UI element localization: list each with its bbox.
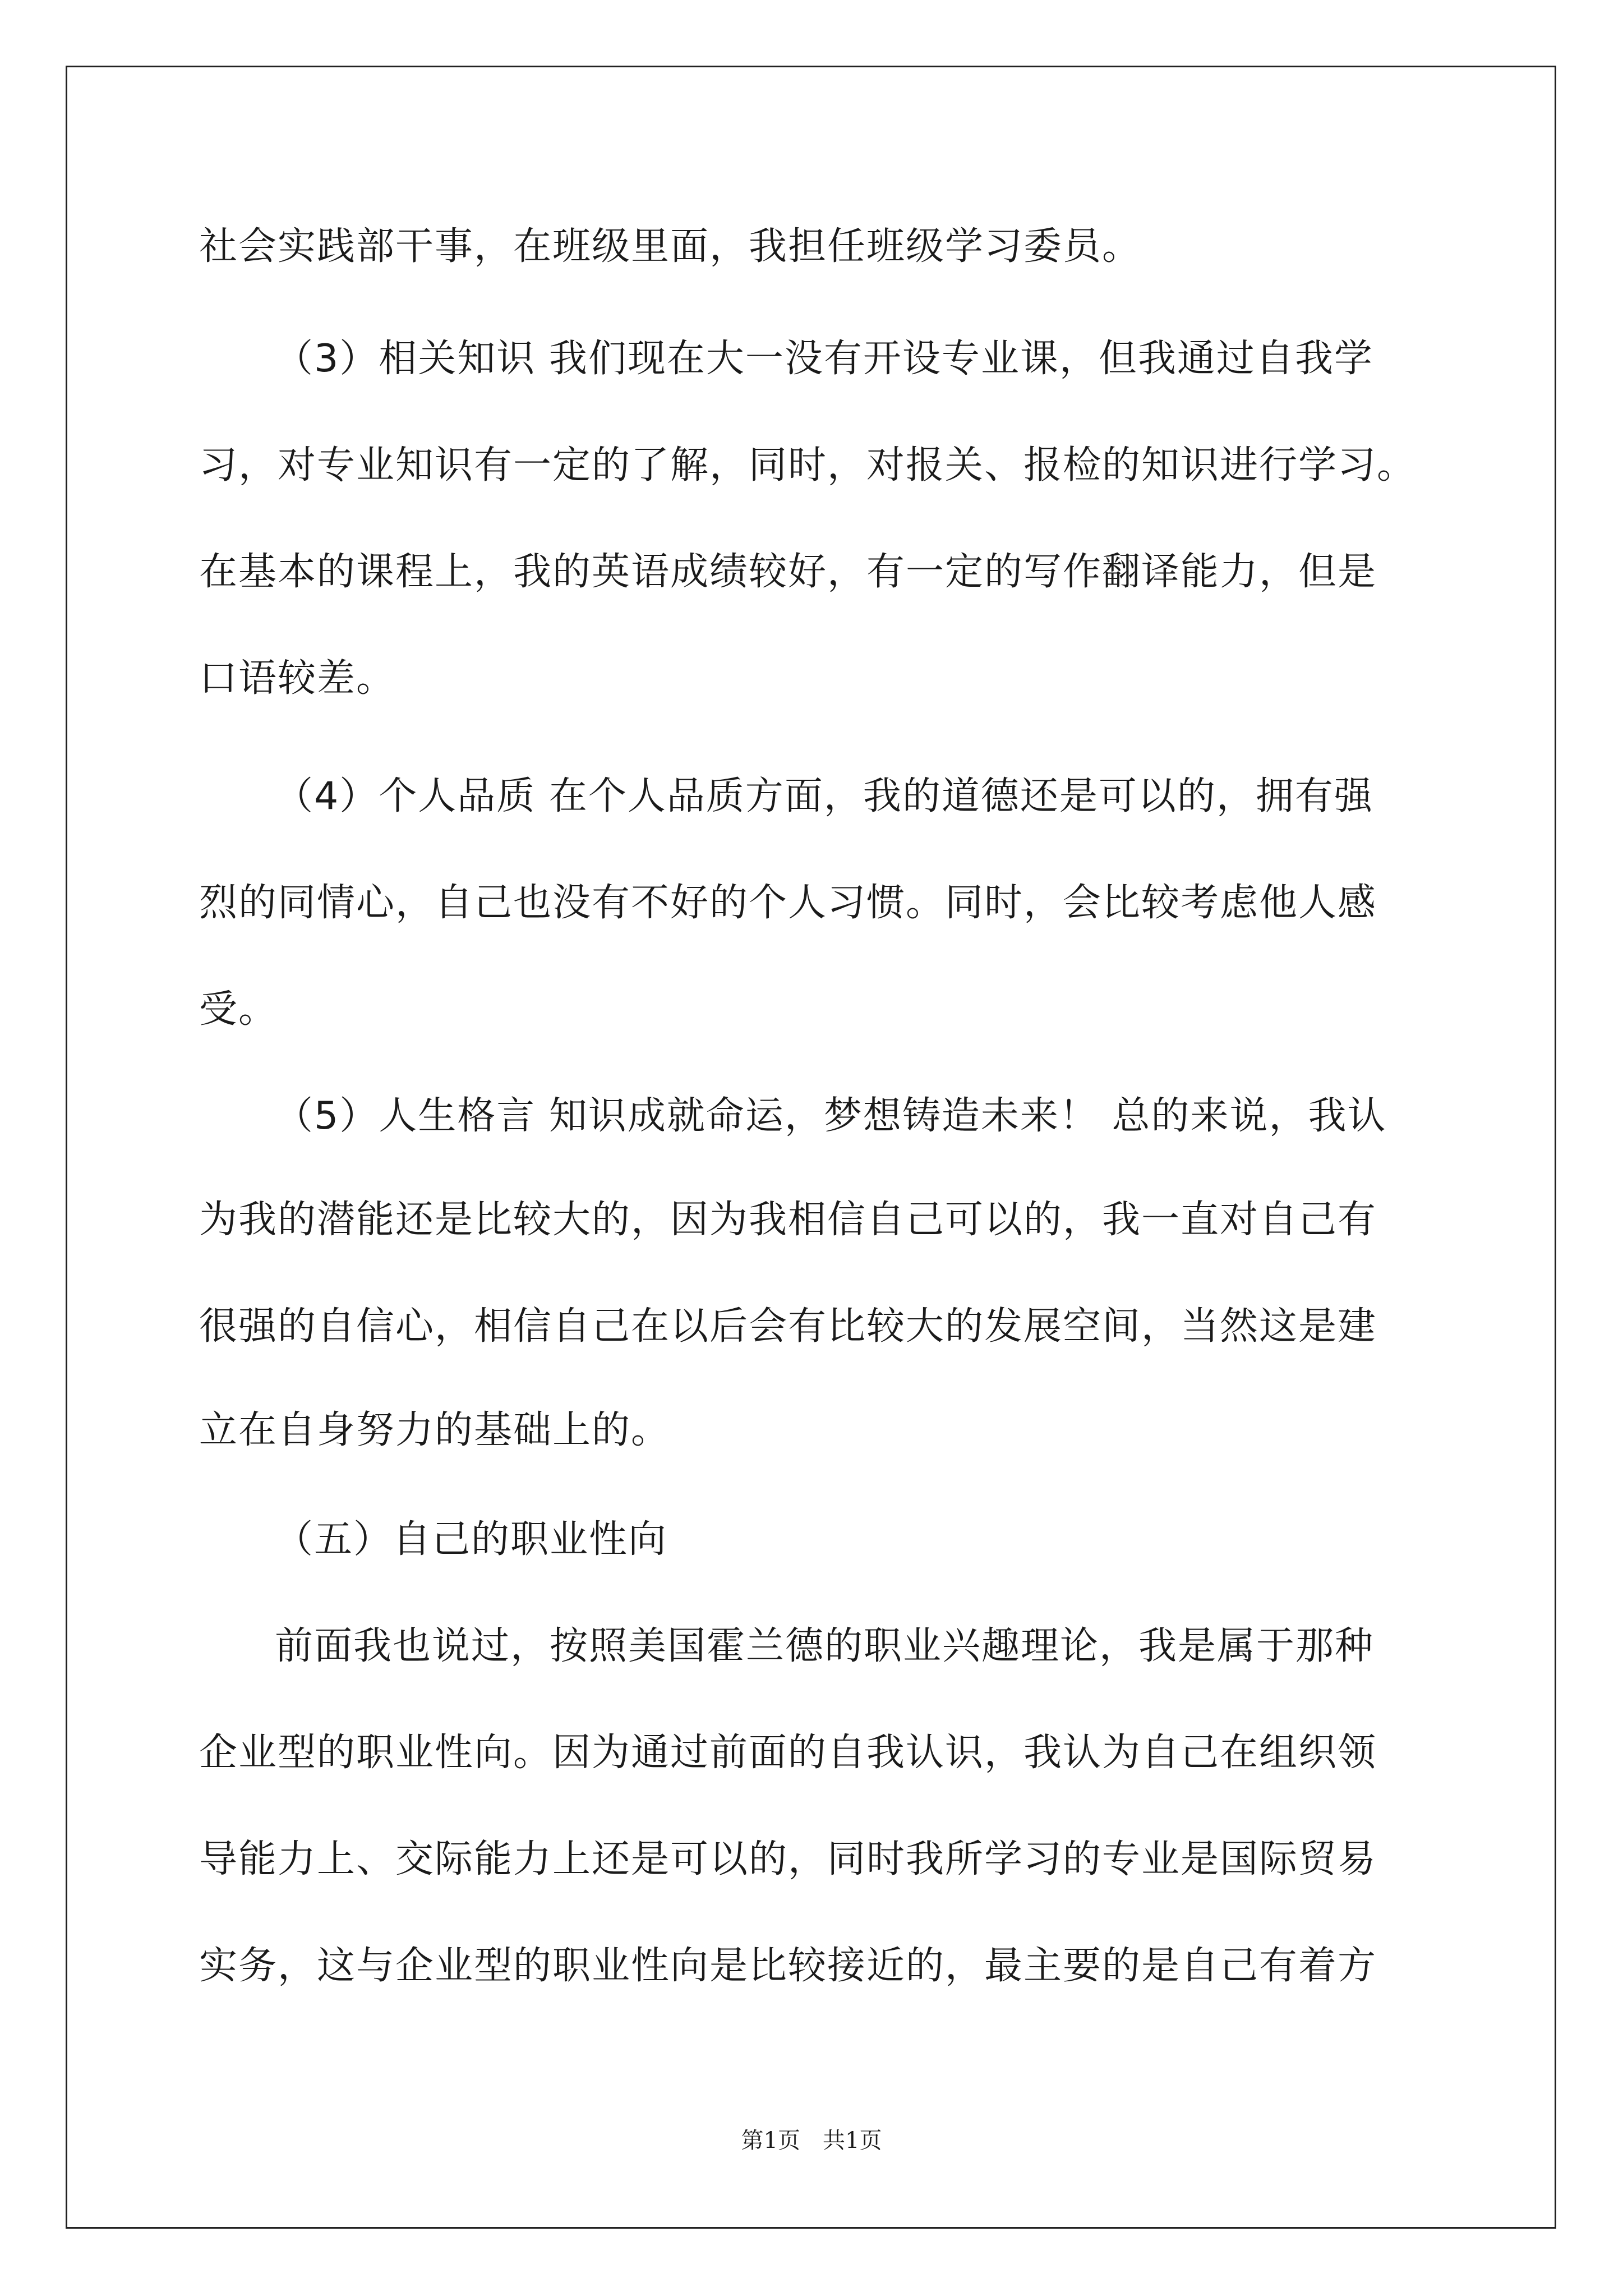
text-line: 为我的潜能还是比较大的，因为我相信自己可以的，我一直对自己有: [199, 1198, 1377, 1242]
text-line: （4）个人品质 在个人品质方面，我的道德还是可以的，拥有强: [275, 774, 1373, 818]
text-line: 习，对专业知识有一定的了解，同时，对报关、报检的知识进行学习。: [199, 443, 1417, 487]
text-line: 导能力上、交际能力上还是可以的，同时我所学习的专业是国际贸易: [199, 1837, 1377, 1881]
page-number: 第1页 共1页: [741, 2128, 882, 2154]
text-line: 社会实践部干事，在班级里面，我担任班级学习委员。: [199, 224, 1142, 269]
page-border: [66, 66, 1556, 2229]
text-line: 口语较差。: [199, 656, 396, 701]
text-line: 实务，这与企业型的职业性向是比较接近的，最主要的是自己有着方: [199, 1944, 1377, 1988]
text-line: 受。: [199, 987, 278, 1032]
text-line: 立在自身努力的基础上的。: [199, 1408, 671, 1452]
text-line: 前面我也说过，按照美国霍兰德的职业兴趣理论，我是属于那种: [275, 1624, 1375, 1668]
text-line: （3）相关知识 我们现在大一没有开设专业课，但我通过自我学: [275, 337, 1373, 381]
text-line: 企业型的职业性向。因为通过前面的自我认识，我认为自己在组织领: [199, 1731, 1377, 1775]
text-line: （5）人生格言 知识成就命运，梦想铸造未来！ 总的来说，我认: [275, 1094, 1387, 1138]
section-heading: （五）自己的职业性向: [275, 1517, 668, 1562]
text-line: 烈的同情心，自己也没有不好的个人习惯。同时，会比较考虑他人感: [199, 881, 1377, 925]
text-line: 在基本的课程上，我的英语成绩较好，有一定的写作翻译能力，但是: [199, 550, 1377, 594]
text-line: 很强的自信心，相信自己在以后会有比较大的发展空间，当然这是建: [199, 1304, 1377, 1349]
